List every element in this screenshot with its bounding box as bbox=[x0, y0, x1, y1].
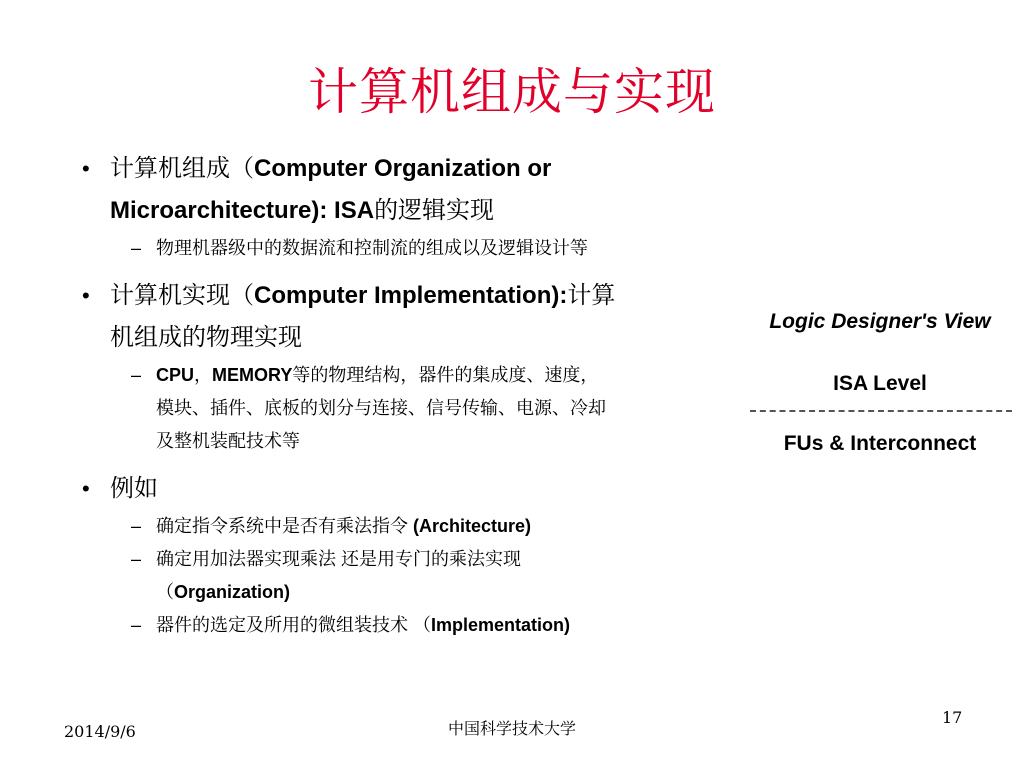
bullet-icon: • bbox=[82, 156, 90, 181]
text-segment: 例如 bbox=[110, 475, 158, 502]
dash-icon: – bbox=[131, 238, 142, 258]
dash-icon: – bbox=[131, 516, 142, 536]
bullet-list bbox=[0, 148, 740, 642]
text-segment: Computer Organization or bbox=[254, 155, 552, 182]
fus-interconnect-label: FUs & Interconnect bbox=[783, 432, 977, 455]
text-line bbox=[156, 609, 740, 642]
bullet-icon: • bbox=[82, 283, 90, 308]
text-segment: Organization) bbox=[174, 582, 290, 602]
isa-level-label: ISA Level bbox=[833, 372, 927, 395]
text-line bbox=[110, 317, 740, 359]
sub-bullet-item bbox=[0, 510, 740, 543]
footer-organization: 中国科学技术大学 bbox=[447, 719, 576, 738]
bullet-item bbox=[0, 148, 740, 232]
text-segment: CPU bbox=[156, 365, 195, 385]
bullet-icon: • bbox=[82, 476, 90, 501]
slide-title: 计算机组成与实现 bbox=[308, 63, 716, 121]
text-segment: Computer Implementation): bbox=[254, 282, 568, 309]
dash-icon: – bbox=[131, 549, 142, 569]
text-segment: MEMORY bbox=[212, 365, 293, 385]
text-segment: （ bbox=[156, 582, 174, 602]
text-line bbox=[156, 576, 740, 609]
text-line bbox=[156, 232, 740, 265]
dash-icon: – bbox=[131, 365, 142, 385]
text-segment: 器件的选定及所用的微组装技术 （ bbox=[156, 615, 431, 635]
logic-designer-view-label: Logic Designer's View bbox=[769, 310, 991, 333]
layer-divider bbox=[750, 410, 1012, 412]
text-segment: (Architecture) bbox=[413, 516, 532, 536]
text-line bbox=[156, 543, 740, 576]
text-line bbox=[156, 359, 740, 392]
text-line bbox=[110, 148, 740, 190]
page-number: 17 bbox=[942, 708, 963, 727]
text-segment: 计算 bbox=[567, 282, 616, 309]
text-segment: Microarchitecture): ISA bbox=[110, 197, 375, 224]
text-segment: 机组成的物理实现 bbox=[110, 324, 302, 351]
sub-bullet-item bbox=[0, 359, 740, 458]
text-segment: 计算机实现（ bbox=[110, 282, 254, 309]
text-segment: 计算机组成（ bbox=[110, 155, 254, 182]
sub-bullet-item bbox=[0, 543, 740, 609]
text-segment: 确定指令系统中是否有乘法指令 bbox=[156, 516, 413, 536]
text-segment: 模块、插件、底板的划分与连接、信号传输、电源、冷却 bbox=[156, 398, 606, 418]
bullet-item bbox=[0, 468, 740, 510]
text-line bbox=[110, 275, 740, 317]
bullet-item bbox=[0, 275, 740, 359]
text-segment: Implementation) bbox=[431, 615, 571, 635]
text-line bbox=[156, 510, 740, 543]
footer-date: 2014/9/6 bbox=[64, 722, 136, 741]
dash-icon: – bbox=[131, 615, 142, 635]
text-segment: 确定用加法器实现乘法 还是用专门的乘法实现 bbox=[156, 549, 521, 569]
sub-bullet-item bbox=[0, 232, 740, 265]
text-line bbox=[156, 425, 740, 458]
sub-bullet-item bbox=[0, 609, 740, 642]
text-segment: 及整机装配技术等 bbox=[156, 431, 300, 451]
text-segment: ， bbox=[194, 365, 213, 385]
text-line bbox=[110, 468, 740, 510]
text-segment: 物理机器级中的数据流和控制流的组成以及逻辑设计等 bbox=[156, 238, 588, 258]
text-line bbox=[110, 190, 740, 232]
text-line bbox=[156, 392, 740, 425]
text-segment: 的逻辑实现 bbox=[374, 197, 495, 224]
text-segment: 等的物理结构，器件的集成度、速度， bbox=[292, 365, 599, 385]
